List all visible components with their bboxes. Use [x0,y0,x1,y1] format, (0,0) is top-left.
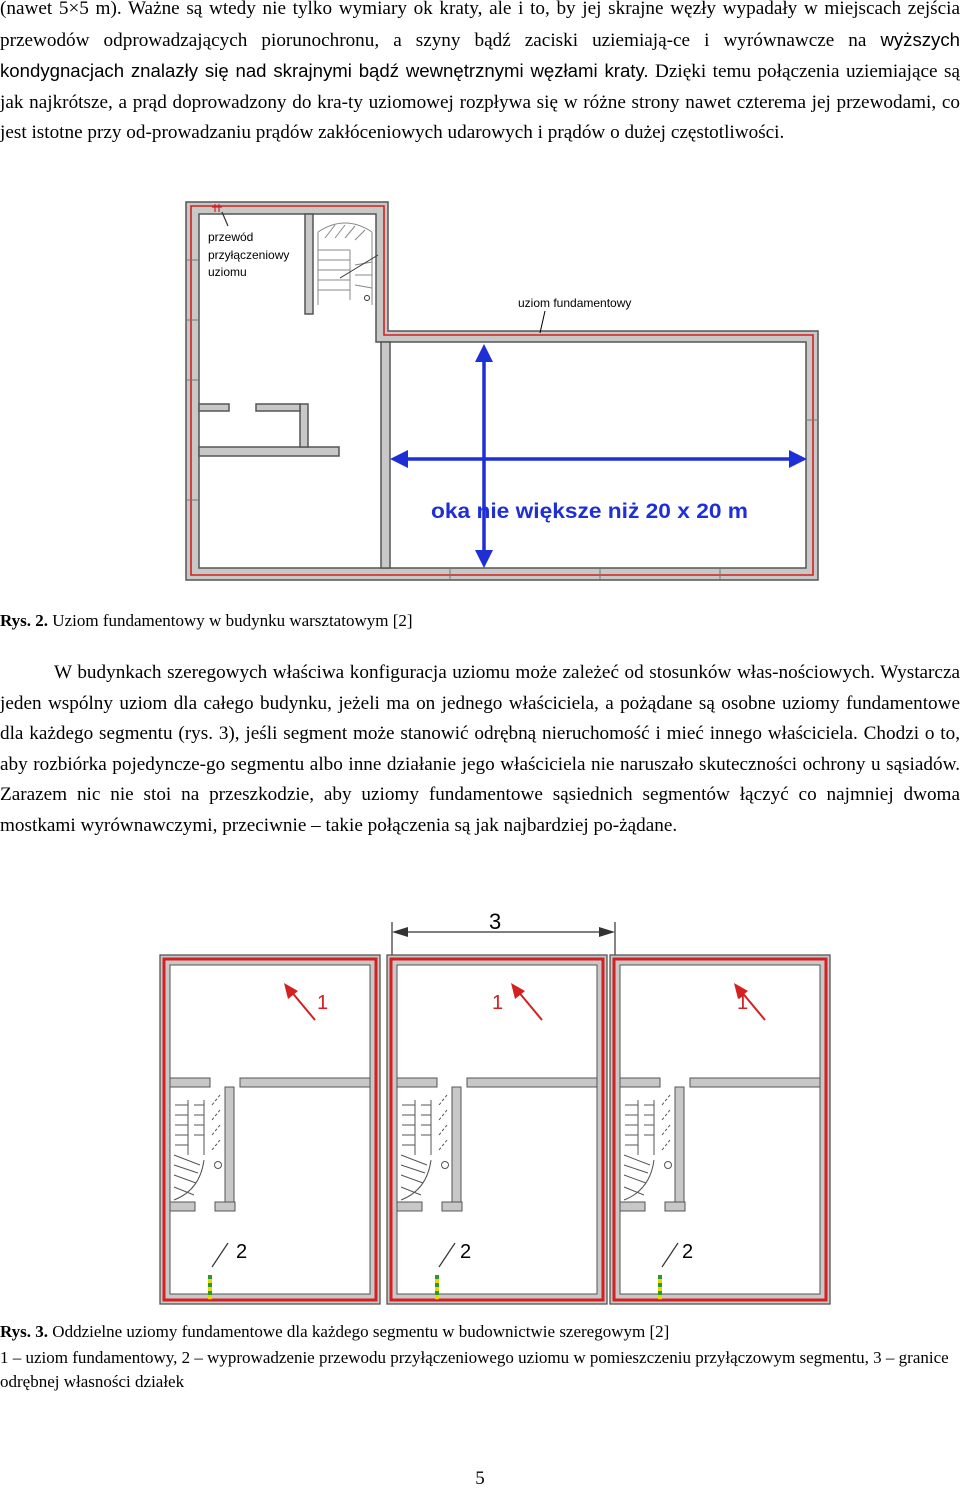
fig3-label-2-seg2: 2 [460,1241,472,1263]
paragraph-2: W budynkach szeregowych właściwa konfiguracja uziomu może zależeć od stosunków włas-nościowych. Wystarcza jeden wspólny uziom dla całego budynku, jeżeli ma on jednego właściciela, a pożądane są osobne uziomy fundamentowe dla każdego segmentu (rys. 3), jeśli segment może stanowić odrębną nieruchomość i mieć innego właściciela. Chodzi o to, aby rozbiórka pojedyncze-go segmentu albo inne działanie jego właściciela nie naruszało skuteczności ochrony u sąsiadów. Zarazem nic nie stoi na przeszkodzie, aby uziomy fundamentowe sąsiednich segmentów łączyć co najmniej dwoma mostkami wyrównawczymi, przeciwnie – takie połączenia są jak najbardziej po-żądane. [0,662,960,836]
figure-2-floor-plan [182,198,822,584]
fig2-label-mesh-size: oka nie większe niż 20 x 20 m [431,500,748,523]
fig3-label-3: 3 [489,909,502,934]
page-number: 5 [475,1468,485,1489]
p1-times-sign: × [68,0,80,19]
fig3-label-1-seg1: 1 [317,992,329,1014]
fig3-segment-3 [610,955,830,1304]
fig3-label-2-seg3: 2 [682,1241,694,1263]
fig2-label-foundation: uziom fundamentowy [518,296,632,310]
fig3-segment-1 [160,955,380,1304]
fig3-label-1-seg2: 1 [492,992,504,1014]
fig2-wall-ticks [186,260,818,580]
fig2-label-conductor-3: uziomu [208,265,247,279]
figure-3-caption [0,1320,669,1344]
figure-3-terraced-segments [155,905,835,1310]
p1-seg-2: 5 m). Ważne są wtedy nie tylko wymiary ok kraty, ale i to, by jej skrajne węzły wypadały w miejscach zejścia przewodów odprowadzających piorunochronu, a szyny bądź zaciski uziemiają-ce i wyrównawcze na [0,0,960,51]
fig3-label-2-seg1: 2 [236,1241,248,1263]
fig3-caption-number: Rys. 3. [0,1322,49,1341]
fig3-label-1-seg3: 1 [737,992,749,1014]
figure-3-legend: 1 – uziom fundamentowy, 2 – wyprowadzenie przewodu przyłączeniowego uziomu w pomieszczeniu przyłączowym segmentu, 3 – granice odrębnej własności działek [0,1348,949,1391]
fig2-caption-text: Uziom fundamentowy w budynku warsztatowym [2] [48,611,413,630]
fig3-caption-text: Oddzielne uziomy fundamentowe dla każdego segmentu w budownictwie szeregowym [2] [48,1322,670,1341]
p1-seg-4: Dzięki temu połączenia uziemiające są jak najkrótsze, a prąd doprowadzony do kra-ty uziomowej rozpływa się w różne strony nawet czterema jej przewodami, co jest istotne przy od-prowadzaniu prądów zakłóceniowych udarowych i prądów o dużej częstotliwości. [0,61,960,144]
paragraph-1 [0,0,960,149]
fig2-mesh-arrows [390,344,807,568]
p1-seg-0: (nawet 5 [0,0,69,19]
fig2-staircase [318,223,378,305]
fig2-label-conductor-2: przyłączeniowy [208,248,290,262]
fig2-caption-number: Rys. 2. [0,611,49,630]
fig2-label-conductor-1: przewód [208,230,254,244]
fig3-property-boundary-dimension [392,922,615,958]
p1-seg-3: wyższych kondygnacjach znalazły się nad skrajnymi bądź wewnętrznymi węzłami kraty. [0,28,960,82]
fig2-foundation-leader [540,311,545,333]
figure-2-caption [0,609,413,633]
